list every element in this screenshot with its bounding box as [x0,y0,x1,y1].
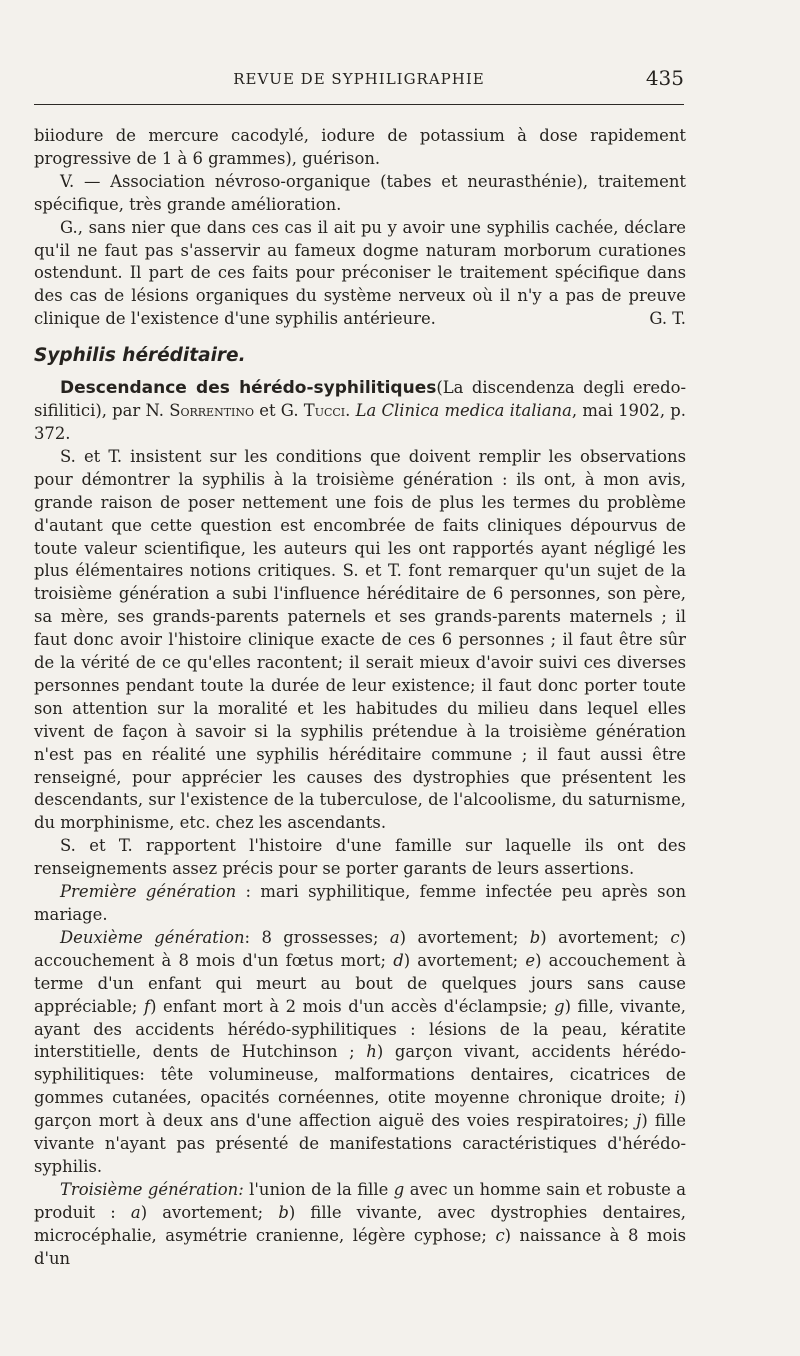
running-title: REVUE DE SYPHILIGRAPHIE [233,70,485,88]
text-fragment: ) avortement; [403,950,526,970]
text-fragment: ) avortement; [399,927,530,947]
enumeration-letter: c [495,1225,505,1245]
text-fragment: ) accouchement à terme d'un enfant qui meurt au bout de quelques jours sans cause appréciable; [34,950,686,1016]
paragraph [34,927,686,1179]
enumeration-letter: j [636,1111,642,1131]
paragraph: S. et T. insistent sur les conditions que doivent remplir les observations pour démontrer la syphilis à la troisième génération : ils ont, à mon avis, grande raison de poser nettement une fois de plus les termes du problème d'autant que cette question est encombrée de faits cliniques dépourvus de toute valeur scientifique, les auteurs qui les ont rapportés ayant négligé les plus élémentaires notions critiques. S. et T. font remarquer qu'un sujet de la troisième génération a subi l'influence héréditaire de 6 personnes, son père, sa mère, ses grands-parents paternels et ses grands-parents maternels ; il faut donc avoir l'histoire clinique exacte de ces 6 personnes ; il faut être sûr de la vérité de ce qu'elles racontent; il serait mieux d'avoir suivi ces diverses personnes pendant toute la durée de leur existence; il faut donc porter toute son attention sur la moralité et les habitudes du milieu dans lequel elles vivent de façon à savoir si la syphilis prétendue à la troisième génération n'est pas en réalité une syphilis héréditaire commune ; il faut aussi être renseigné, pour apprécier les causes des dystrophies que présentent les descendants, sur l'existence de la tuberculose, de l'alcoolisme, du saturnisme, du morphinisme, etc. chez les ascendants. [34,446,686,833]
paragraph [34,217,686,332]
reviewer-signature: G. T. [649,309,686,329]
journal-name: La Clinica medica italiana [355,401,572,421]
page-body [34,125,686,1271]
generation-label: Troisième génération: [60,1179,244,1199]
text-fragment: ) accouchement à 8 mois d'un fœtus mort; [34,927,686,970]
text-fragment: ) enfant mort à 2 mois d'un accès d'éclampsie; [150,996,555,1016]
enumeration-letter: g [393,1179,405,1199]
article-title: Descendance des hérédo-syphilitiques [60,378,437,399]
text-fragment: ) naissance à 8 mois d'un [34,1225,687,1268]
paragraph [34,1179,686,1271]
enumeration-letter: b [529,927,541,947]
generation-label: Première génération [60,882,237,902]
paragraph-text: G., sans nier que dans ces cas il ait pu y avoir une syphilis cachée, déclare qu'il ne faut pas s'asservir au fameux dogme naturam morborum curationes ostendunt. Il part de ces faits pour préconiser le traitement spécifique dans des cas de lésions organiques du système nerveux où il n'y a pas de preuve clinique de l'existence d'une syphilis antérieure. [34,217,686,329]
paragraph: S. et T. rapportent l'histoire d'une famille sur laquelle ils ont des renseignements assez précis pour se porter garants de leurs assertions. [34,836,686,879]
conjunction: et G. [254,401,304,421]
text-fragment: ) avortement; [540,927,671,947]
enumeration-letter: g [554,996,565,1016]
page-number: 435 [645,66,684,90]
paragraph-text [34,928,686,1176]
separator: . [345,401,356,421]
author-name: Tucci [303,401,346,421]
enumeration-letter: a [389,927,400,947]
text-fragment: ) garçon mort à deux ans d'une affection aiguë des voies respiratoires; [34,1088,686,1131]
enumeration-letter: h [366,1042,377,1062]
enumeration-letter: d [393,950,404,970]
publication-date: , mai 1902, p. 372. [34,401,686,443]
text-fragment: avec un homme sain et robuste a produit : [34,1179,687,1222]
author-name: Sorrentino [169,401,255,421]
paragraph [34,881,686,927]
text-fragment: : 8 grossesses; [244,927,390,947]
article-subtitle: (La discendenza degli eredo-sifilitici), par N. [34,378,686,421]
enumeration-letter: f [144,996,151,1016]
enumeration-letter: b [278,1202,289,1222]
text-fragment: ) avortement; [140,1202,279,1222]
paragraph: biiodure de mercure cacodylé, iodure de potassium à dose rapidement progressive de 1 à 6 grammes), guérison. [34,126,686,168]
enumeration-letter: e [525,950,536,970]
generation-label: Deuxième génération [60,927,245,947]
header-rule [34,104,684,105]
enumeration-letter: a [130,1202,141,1222]
text-fragment: ) fille vivante n'ayant pas présenté de manifestations caractéristiques d'hérédo-syphilis. [34,1111,686,1176]
enumeration-letter: c [670,927,680,947]
paragraph: V. — Association névroso-organique (tabes et neurasthénie), traitement spécifique, très grande amélioration. [34,171,686,214]
text-fragment: ) fille vivante, avec dystrophies dentaires, microcéphalie, asymétrie cranienne, légère cyphose; [34,1202,687,1245]
paragraph-text: : mari syphilitique, femme infectée peu après son mariage. [34,882,686,924]
text-fragment: l'union de la fille [243,1179,394,1199]
text-fragment: ) garçon vivant, accidents hérédo-syphilitiques: tête volumineuse, malformations dentaires, cicatrices de gommes cutanées, opacités cornéennes, otite moyenne chronique droite; [34,1042,687,1108]
article-reference [34,377,686,446]
page-header [34,66,684,96]
enumeration-letter: i [674,1088,680,1108]
text-fragment: ) fille, vivante, ayant des accidents hérédo-syphilitiques : lésions de la peau, kératite interstitielle, dents de Hutchinson ; [34,996,686,1062]
section-title: Syphilis héréditaire. [34,345,246,367]
